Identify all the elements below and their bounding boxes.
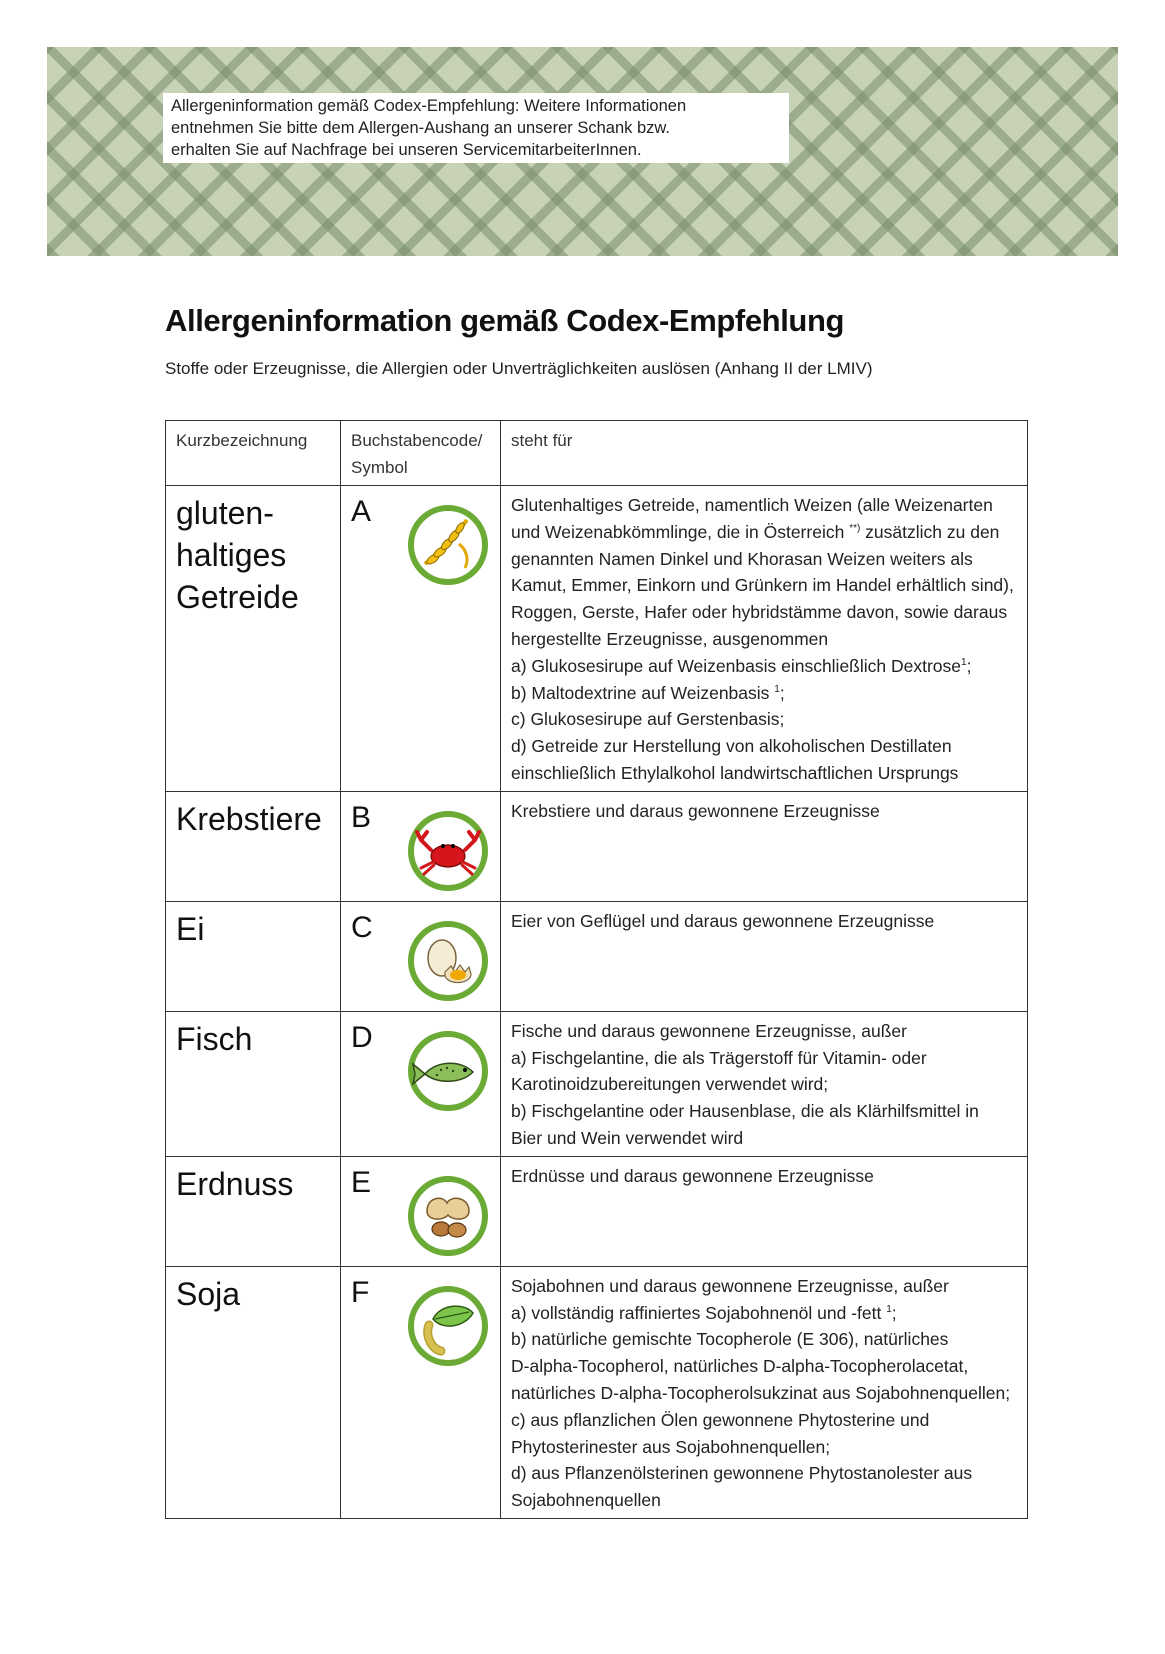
allergen-name: Soja xyxy=(166,1266,341,1518)
allergen-code-cell xyxy=(341,1266,501,1518)
table-header-row xyxy=(166,421,1028,486)
header-code: Buchstabencode/ Symbol xyxy=(341,421,501,486)
notice-line-1: Allergeninformation gemäß Codex-Empfehlung: Weitere Informationen xyxy=(171,97,687,115)
allergen-description: Erdnüsse und daraus gewonnene Erzeugnisse xyxy=(501,1156,1028,1266)
table-row xyxy=(166,791,1028,901)
allergen-code-cell xyxy=(341,791,501,901)
allergen-description: Fische und daraus gewonnene Erzeugnisse, außer a) Fischgelantine, die als Trägerstoff für Vitamin- oder Karotinoidzubereitungen verwendet wird; b) Fischgelantine oder Hausenblase, die als Klärhilfsmittel in Bier und Wein verwendet wird xyxy=(501,1011,1028,1156)
allergen-name: Krebstiere xyxy=(166,791,341,901)
allergen-code-cell xyxy=(341,1156,501,1266)
notice-line-3: erhalten Sie auf Nachfrage bei unseren ServicemitarbeiterInnen. xyxy=(171,141,642,159)
allergen-code: C xyxy=(351,910,373,944)
allergen-description: Glutenhaltiges Getreide, namentlich Weizen (alle Weizenarten und Weizenabkömmlinge, die in Österreich **) zusätzlich zu den genannten Namen Dinkel und Khorasan Weizen weiters als Kamut, Emmer, Einkorn und Grünkern im Handel erhältlich sind), Roggen, Gerste, Hafer oder hybridstämme davon, sowie daraus hergestellte Erzeugnisse, ausgenommen a) Glukosesirupe auf Weizenbasis einschließlich Dextrose$^1$; b) Maltodextrine auf Weizenbasis $^1$; c) Glukosesirupe auf Gerstenbasis; d) Getreide zur Herstellung von alkoholischen Destillaten einschließlich Ethylalkohol landwirtschaftlichen Ursprungs xyxy=(501,486,1028,792)
peanut-icon xyxy=(407,1175,489,1257)
page-title: Allergeninformation gemäß Codex-Empfehlung xyxy=(165,303,845,338)
allergen-name: gluten- haltiges Getreide xyxy=(166,486,341,792)
allergen-code-cell xyxy=(341,486,501,792)
allergen-code: A xyxy=(351,495,372,528)
header-description: steht für xyxy=(501,421,1028,486)
egg-icon xyxy=(407,920,489,1002)
allergen-name: Erdnuss xyxy=(166,1156,341,1266)
header-short-name: Kurzbezeichnung xyxy=(166,421,341,486)
allergen-code-cell xyxy=(341,1011,501,1156)
header-banner xyxy=(47,47,1118,256)
table-row xyxy=(166,901,1028,1011)
table-row xyxy=(166,1266,1028,1518)
soy-icon xyxy=(407,1285,489,1367)
allergen-code: B xyxy=(351,800,372,834)
table-row xyxy=(166,1156,1028,1266)
allergen-code-cell xyxy=(341,901,501,1011)
allergen-code: F xyxy=(351,1275,370,1309)
notice-line-2: entnehmen Sie bitte dem Allergen-Aushang an unserer Schank bzw. xyxy=(171,119,670,137)
allergen-description: Sojabohnen und daraus gewonnene Erzeugnisse, außer a) vollständig raffiniertes Sojabohnenöl und -fett $^1$; b) natürliche gemischte Tocopherole (E 306), natürliches D-alpha-Tocopherol, natürliches D-alpha-Tocopherolacetat, natürliches D-alpha-Tocopherolsukzinat aus Sojabohnenquellen; c) aus pflanzlichen Ölen gewonnene Phytosterine und Phytosterinester aus Sojabohnenquellen; d) aus Pflanzenölsterinen gewonnene Phytostanolester aus Sojabohnenquellen xyxy=(501,1266,1028,1518)
fish-icon xyxy=(407,1030,489,1112)
table-row xyxy=(166,486,1028,792)
allergen-description: Krebstiere und daraus gewonnene Erzeugnisse xyxy=(501,791,1028,901)
allergen-name: Fisch xyxy=(166,1011,341,1156)
wheat-icon xyxy=(407,504,489,586)
allergen-name: Ei xyxy=(166,901,341,1011)
allergen-code: E xyxy=(351,1165,372,1199)
allergen-table xyxy=(165,420,1028,1519)
table-row xyxy=(166,1011,1028,1156)
allergen-description: Eier von Geflügel und daraus gewonnene Erzeugnisse xyxy=(501,901,1028,1011)
allergen-code: D xyxy=(351,1020,373,1054)
page-subtitle: Stoffe oder Erzeugnisse, die Allergien oder Unverträglichkeiten auslösen (Anhang II der LMIV) xyxy=(165,359,873,378)
crab-icon xyxy=(407,810,489,892)
allergen-notice-box xyxy=(163,93,789,163)
